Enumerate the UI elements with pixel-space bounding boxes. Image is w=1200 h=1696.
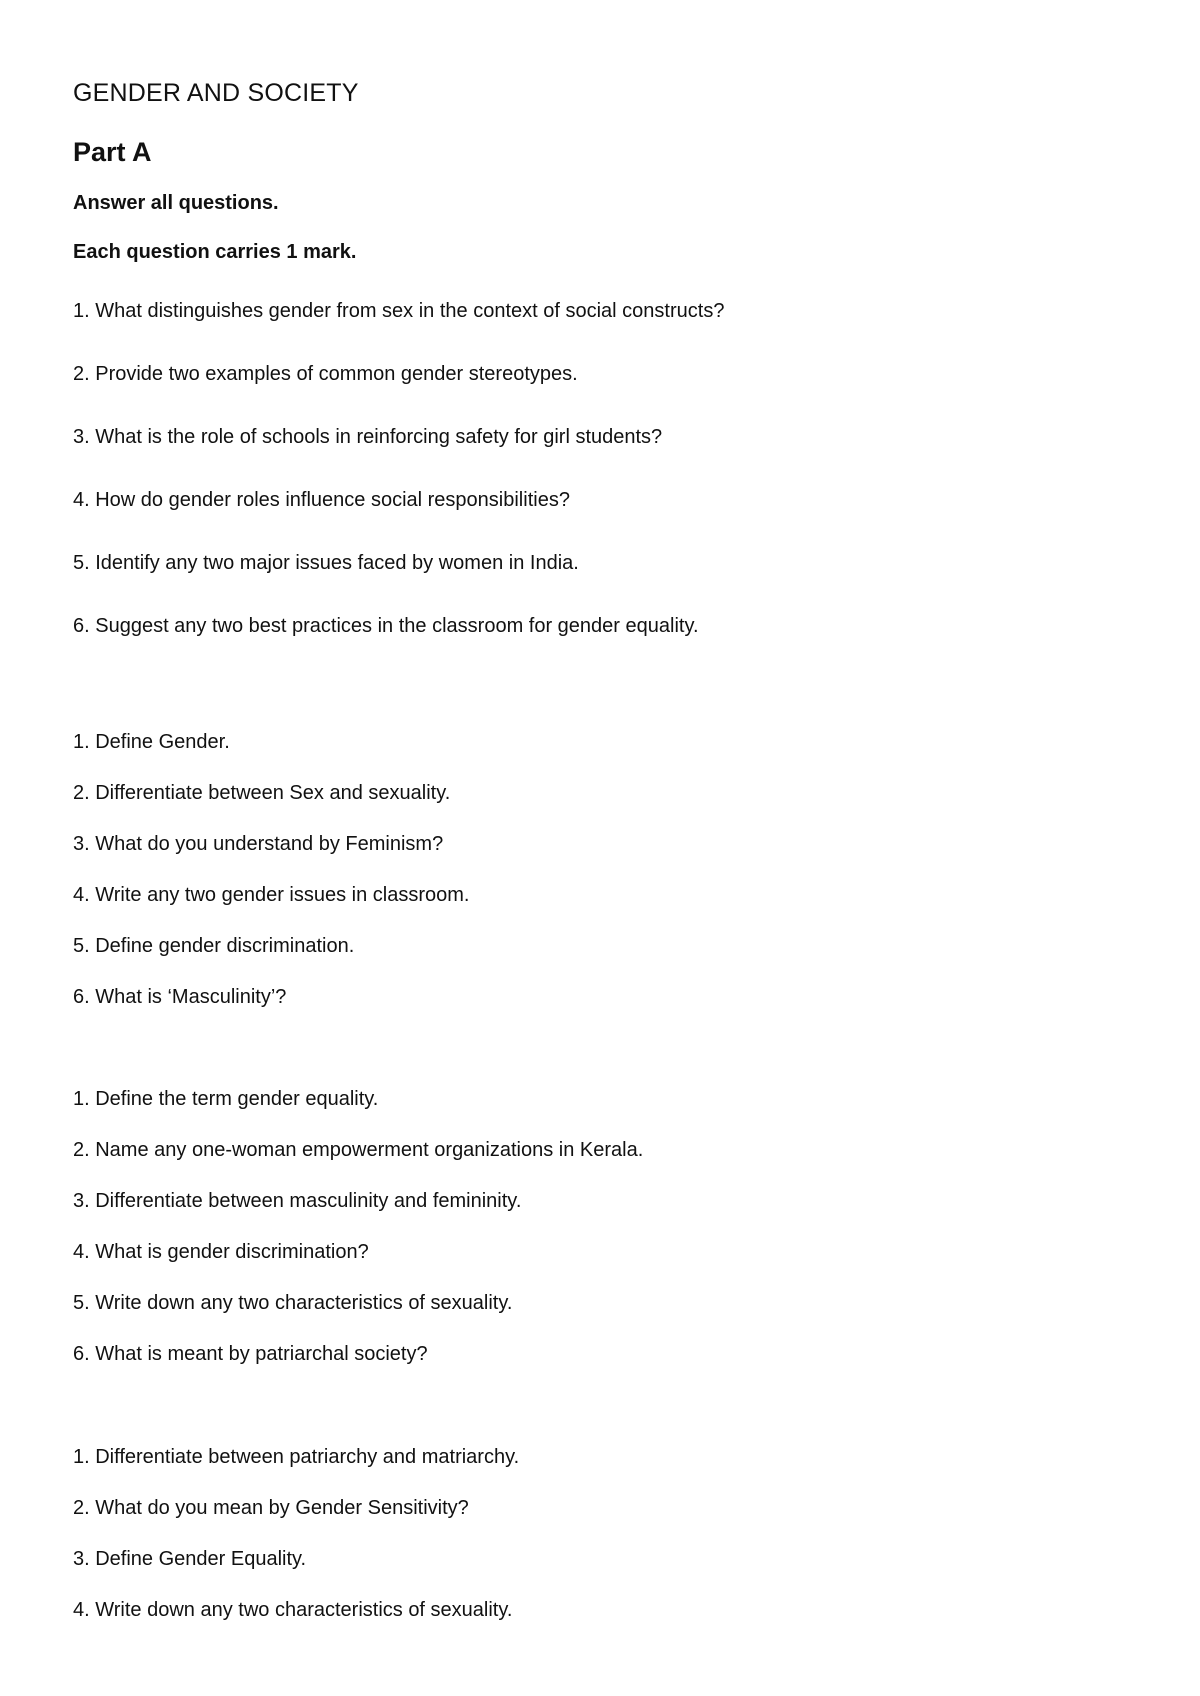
question-item: 1. Define the term gender equality. (73, 1088, 379, 1110)
question-item: 4. What is gender discrimination? (73, 1241, 369, 1263)
question-item: 2. Differentiate between Sex and sexuality. (73, 782, 451, 804)
question-set-3 (73, 1085, 1133, 1368)
instruction-answer-all: Answer all questions. (73, 192, 279, 214)
question-item: 5. Identify any two major issues faced by women in India. (73, 552, 579, 574)
question-set-1 (73, 297, 1133, 640)
document-content (73, 76, 1133, 1624)
question-item: 4. Write any two gender issues in classroom. (73, 884, 470, 906)
question-item: 3. What is the role of schools in reinforcing safety for girl students? (73, 426, 663, 448)
question-item: 3. Define Gender Equality. (73, 1548, 307, 1570)
question-item: 2. What do you mean by Gender Sensitivity? (73, 1497, 469, 1519)
question-item: 4. Write down any two characteristics of sexuality. (73, 1599, 513, 1621)
question-item: 6. Suggest any two best practices in the classroom for gender equality. (73, 615, 699, 637)
question-item: 3. What do you understand by Feminism? (73, 833, 444, 855)
question-item: 5. Write down any two characteristics of sexuality. (73, 1292, 513, 1314)
question-item: 1. Define Gender. (73, 731, 230, 753)
document-title: GENDER AND SOCIETY (73, 79, 359, 107)
question-item: 2. Name any one-woman empowerment organizations in Kerala. (73, 1139, 644, 1161)
question-item: 6. What is meant by patriarchal society? (73, 1343, 428, 1365)
question-item: 4. How do gender roles influence social responsibilities? (73, 489, 570, 511)
question-item: 6. What is ‘Masculinity’? (73, 986, 287, 1008)
question-item: 2. Provide two examples of common gender stereotypes. (73, 363, 578, 385)
question-set-4 (73, 1443, 1133, 1624)
question-item: 5. Define gender discrimination. (73, 935, 355, 957)
question-item: 1. Differentiate between patriarchy and matriarchy. (73, 1446, 520, 1468)
question-item: 1. What distinguishes gender from sex in the context of social constructs? (73, 300, 725, 322)
instruction-marks: Each question carries 1 mark. (73, 241, 357, 263)
question-item: 3. Differentiate between masculinity and femininity. (73, 1190, 522, 1212)
question-set-2 (73, 728, 1133, 1011)
part-title: Part A (73, 137, 152, 167)
